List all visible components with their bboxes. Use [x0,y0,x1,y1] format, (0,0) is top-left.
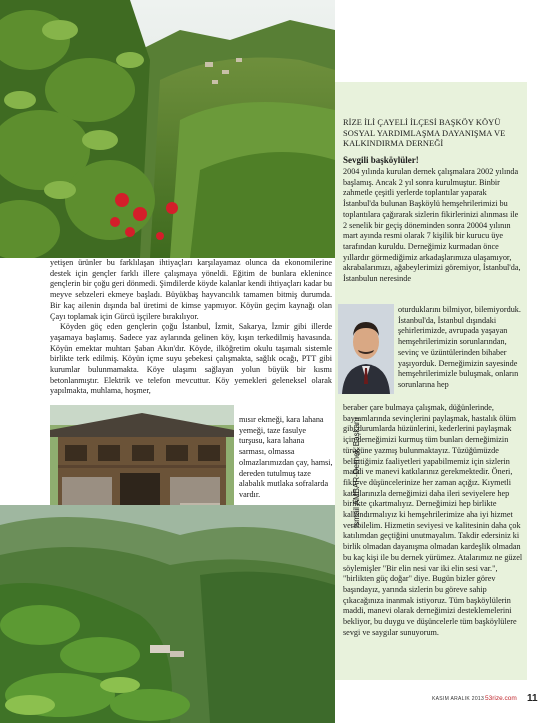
article-body [50,258,332,397]
tea-plantation-photo [0,0,335,258]
page-number: 11 [527,693,538,704]
sidebar-paragraph: beraber çare bulmaya çalışmak, düğünlerinde, bayramlarında sevinçlerini paylaşmak, hastalık ölüm gibi durumlarda hüzünlerini, kederlerini paylaşmak için derneğimizi kurmuş tüm bunları derneğimizin türüğüne yazmış bulunmaktayız. Tüzüğümüzde belirttiğimiz faaliyetleri yapabilmemiz için sizlerin maddi ve manevi katkılarınız gerekmektedir. Öneri, fikir ve düşüncelerinize her zaman açığız. Kıymetli katkılarınızla derneğimizi daha ileri seviyelere hep birlikte çıkartmalıyız. Derneğimizi hep birlikte kalkındırmalıyız ki hemşehrilerimize aha iyi hizmet verebilelim. Hizmetin seviyesi ve kalitesinin daha çok katılımdan geçtiğini unutmayalım. Takdir edersiniz ki birlik olmadan dayanışma olmadan kardeşlik olmadan bu kaç kişi ile bu dernek yürümez. Atalarımız ne güzel söylemişler "Bir elin nesi var iki elin sesi var.", "birlikten güç doğar" diye. Bugün bizler görev başındayız, yarında sizlerin bu göreve sahip çıkacağınıza inanmak istiyoruz. Tüm başköylülerin maddi, manevi olarak derneğimizi desteklemelerini bekliyor, bu duygu ve düşüncelerle tüm başköylülere sevgi ve saygılar sunuyorum. [343,403,523,637]
sidebar-paragraph: oturduklarını bilmiyor, bilemiyorduk. İstanbul'da, İstanbul dışındaki şehirlerimizde, avrupada yaşayan hemşehrilerimizin sorunlarından, sevinç ve üzüntülerinden bihaber yaşıyorduk. Derneğimizin sayesinde hemşehrilerimizle buluşmak, onların sorunlarına hep [398,305,521,389]
page-footer [410,693,550,707]
portrait-caption-text: İsmail AMBAR-Dernek Başkanı [352,417,361,528]
portrait-photo [338,304,394,394]
article-paragraph: Köyden göç eden gençlerin çoğu İstanbul, İzmit, Sakarya, İzmir gibi illerde yaşamaya başlamış. Sadece yaz aylarında gelinen köy, kışın terkedilmiş havasında. Köyün emektar muhtarı Şaban Akın'dır. Köyde, ilköğretim okulu taşımalı sistemle birlikte terk edilmiş. Köyün içme suyu şebekesi çalışmakta, sağlık ocağı, PTT gibi kurumlar bulunmamakta. Köye ulaşımı sağlayan yolun büyük bir kısmı betonlanmıştır. Elektrik ve telefon mevcuttur. Köy yemekleri geleneksel olarak yapılmakta, muhlama, hoşmer, [50,322,332,396]
site-link[interactable]: 53rize.com [485,695,517,702]
valley-landscape-photo [0,505,335,723]
issue-date: KASIM ARALIK 2013 [432,696,485,702]
article-continuation [239,415,333,501]
article-paragraph: mısır ekmeği, kara lahana yemeği, taze fasulye turşusu, kara lahana sarması, olmassa olmazlarımızdan çay, hamsi, dereden tutulmuş taze alabalık mutlaka sofralarda vardır. [239,415,333,499]
article-paragraph: yetişen ürünler bu farklılaşan ihtiyaçları karşılayamaz olunca da ekonomilerine destek için gençler farklı illere çalışmaya yöneldi. Eğitim de bunlara eklenince gençlerin bir çoğu geri dönmedi. Şimdilerde köyde kalanlar kendi ihtiyaçları kadar bu meyve sebzeleri ekmeye başladı. Büyükbaş hayvancılık tamamen bitmiş durumda. Bir kaç ailenin dışında bal üretimi de kimse yapmıyor. Köyün geçim kaynağı olan Çayı toplamak için Gürcü işçilere bırakılıyor. [50,258,332,321]
sidebar-title: RİZE İLİ ÇAYELİ İLÇESİ BAŞKÖY KÖYÜ SOSYAL YARDIMLAŞMA DAYANIŞMA VE KALKINDIRMA DERNEĞİ [343,118,506,148]
sidebar-greeting: Sevgili başköylüler! [343,155,419,165]
sidebar-paragraph: 2004 yılında kurulan dernek çalışmalara 2002 yılında başlamış. Ancak 2 yıl sonra kurulmuştur. Binbir zahmetle çeşitli yerlerde toplantılar yaparak İstanbul'da bulunan Başköylü hemşehrilerimizi bu toplantılara çağırarak sizlerin fikirlerinizi alınması ile 2 senelik bir geçiş döneminden sonra 20004 yılının mart ayında resmi olarak 7 kişilik bir kurucu üye tarafından kuruldu. Derneğimiz kurmadan önce yıllardır görmediğimiz arkadaşlarımıza ulaşamıyor, akrabalarımızı, ağabeylerimizi göremiyor, İstanbul'da, İstanbulun neresinde [343,167,521,284]
